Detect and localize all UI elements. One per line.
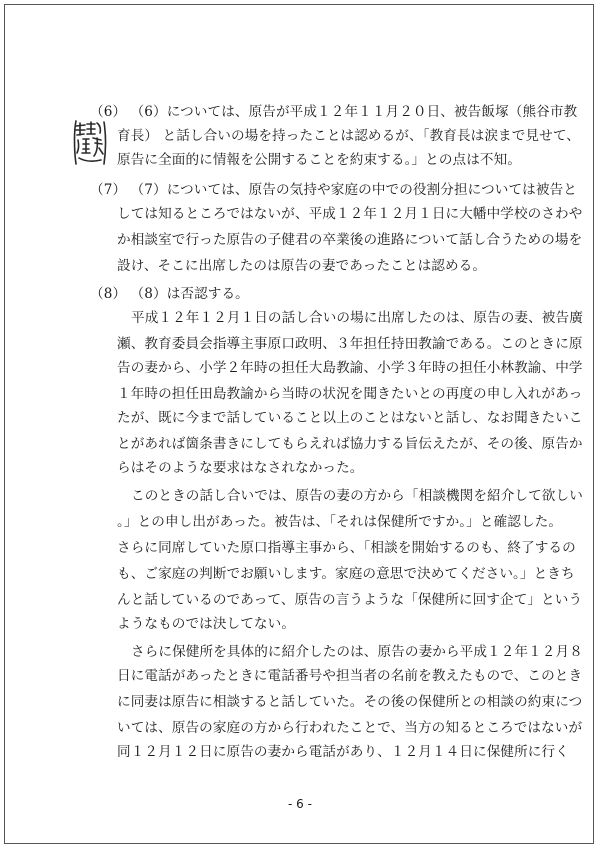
text-line-18: さらに同席していた原口指導主事から、「相談を開始するのも、終了するの <box>117 540 576 556</box>
text-line-6: か相談室で行った原告の子健君の卒業後の進路について話し合うための場を <box>117 232 583 248</box>
seal-stamp-icon <box>73 120 107 166</box>
text-line-21: ようなものでは決してない。 <box>117 616 296 632</box>
text-line-4: （7） （7）については、原告の気持や家庭の中での役割分担については被告と <box>90 182 577 198</box>
text-line-2: 育長） と話し合いの場を持ったことは認めるが、「教育長は涙まで見せて、 <box>117 128 580 144</box>
text-line-20: んと話しているのであって、原告の言うような「保健所に回す企て」という <box>117 592 583 608</box>
text-line-15: らはそのような要求はなされなかった。 <box>117 460 364 476</box>
text-line-26: 同１２月１２日に原告の妻から電話があり、１２月１４日に保健所に行く <box>117 744 569 760</box>
text-line-13: たが、既に今まで話していること以上のことはないと話し、なお聞きたいこ <box>117 410 583 426</box>
text-line-9: 平成１２年１２月１日の話し合いの場に出席したのは、原告の妻、被告廣 <box>131 310 583 326</box>
page-number: - 6 - <box>288 797 312 811</box>
text-line-16: このときの話し合いでは、原告の妻の方から「相談機関を紹介して欲しい <box>131 488 583 504</box>
text-line-22: さらに保健所を具体的に紹介したのは、原告の妻から平成１２年１２月８ <box>131 644 583 660</box>
text-line-17: 。」との申し出があった。被告は、「それは保健所ですか。」と確認した。 <box>117 514 563 530</box>
text-line-3: 原告に全面的に情報を公開することを約束する。」との点は不知。 <box>117 152 522 168</box>
text-line-19: も、ご家庭の判断でお願いします。家庭の意思で決めてください。」ときち <box>117 566 575 582</box>
text-line-7: 設け、そこに出席したのは原告の妻であったことは認める。 <box>117 258 487 274</box>
text-line-23: 日に電話があったときに電話番号や担当者の名前を教えたもので、このとき <box>117 668 583 684</box>
text-line-1: （6） （6）については、原告が平成１２年１１月２０日、被告飯塚（熊谷市教 <box>90 104 578 120</box>
text-line-10: 瀬、教育委員会指導主事原口政明、３年担任持田教諭である。このときに原 <box>117 336 583 352</box>
text-line-11: 告の妻から、小学２年時の担任大島教諭、小学３年時の担任小林教諭、中学 <box>117 360 583 376</box>
text-line-5: しては知るところではないが、平成１２年１２月１日に大幡中学校のさわや <box>117 206 583 222</box>
text-line-24: に同妻は原告に相談すると話していた。その後の保健所との相談の約束につ <box>117 694 583 710</box>
text-line-25: いては、原告の家庭の方から行われたことで、当方の知るところではないが <box>117 720 583 736</box>
text-line-8: （8） （8）は否認する。 <box>90 286 249 302</box>
text-line-12: １年時の担任田島教諭から当時の状況を聞きたいとの再度の申し入れがあっ <box>117 386 583 402</box>
text-line-14: とがあれば箇条書きにしてもらえれば協力する旨伝えたが、その後、原告か <box>117 436 583 452</box>
